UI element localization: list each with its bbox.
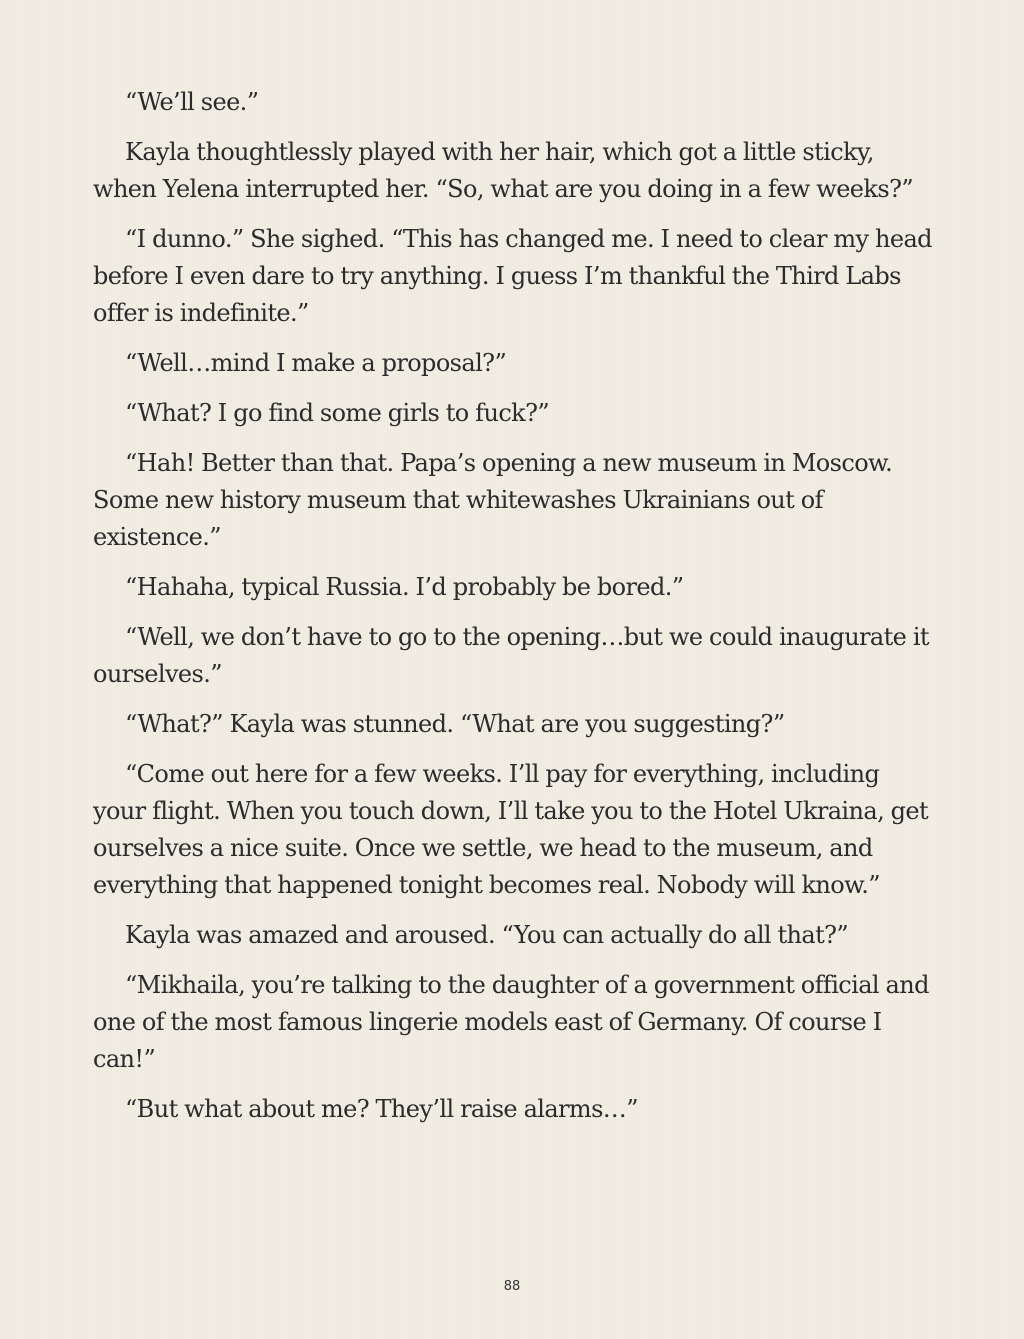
paragraph: “What?” Kayla was stunned. “What are you suggesting?” (125, 710, 785, 738)
paragraph: Kayla was amazed and aroused. “You can actually do all that?” (125, 921, 849, 949)
page-number: 88 (503, 1279, 521, 1294)
paragraph: “What? I go find some girls to fuck?” (125, 399, 550, 427)
paragraph: “Well, we don’t have to go to the opening…but we could inaugurate it ourselves.” (93, 623, 929, 688)
paragraph: “Hahaha, typical Russia. I’d probably be bored.” (125, 573, 684, 601)
paragraph: “I dunno.” She sighed. “This has changed me. I need to clear my head before I even dare to try anything. I guess I’m thankful the Third Labs offer is indefinite.” (93, 225, 932, 327)
paragraph: “Hah! Better than that. Papa’s opening a new museum in Moscow. Some new history museum that whitewashes Ukrainians out of existence.” (93, 449, 893, 551)
body-text (93, 84, 933, 1141)
paragraph: “Well…mind I make a proposal?” (125, 349, 507, 377)
paragraph: “Mikhaila, you’re talking to the daughter of a government official and one of the most famous lingerie models east of Germany. Of course I can!” (93, 971, 929, 1073)
paragraph: “We’ll see.” (125, 88, 259, 116)
paragraph: “Come out here for a few weeks. I’ll pay for everything, including your flight. When you touch down, I’ll take you to the Hotel Ukraina, get ourselves a nice suite. Once we settle, we head to the museum, and everything that happened tonight becomes real. Nobody will know.” (93, 760, 929, 899)
paragraph: Kayla thoughtlessly played with her hair, which got a little sticky, when Yelena interrupted her. “So, what are you doing in a few weeks?” (93, 138, 914, 203)
paragraph: “But what about me? They’ll raise alarms…” (125, 1095, 638, 1123)
